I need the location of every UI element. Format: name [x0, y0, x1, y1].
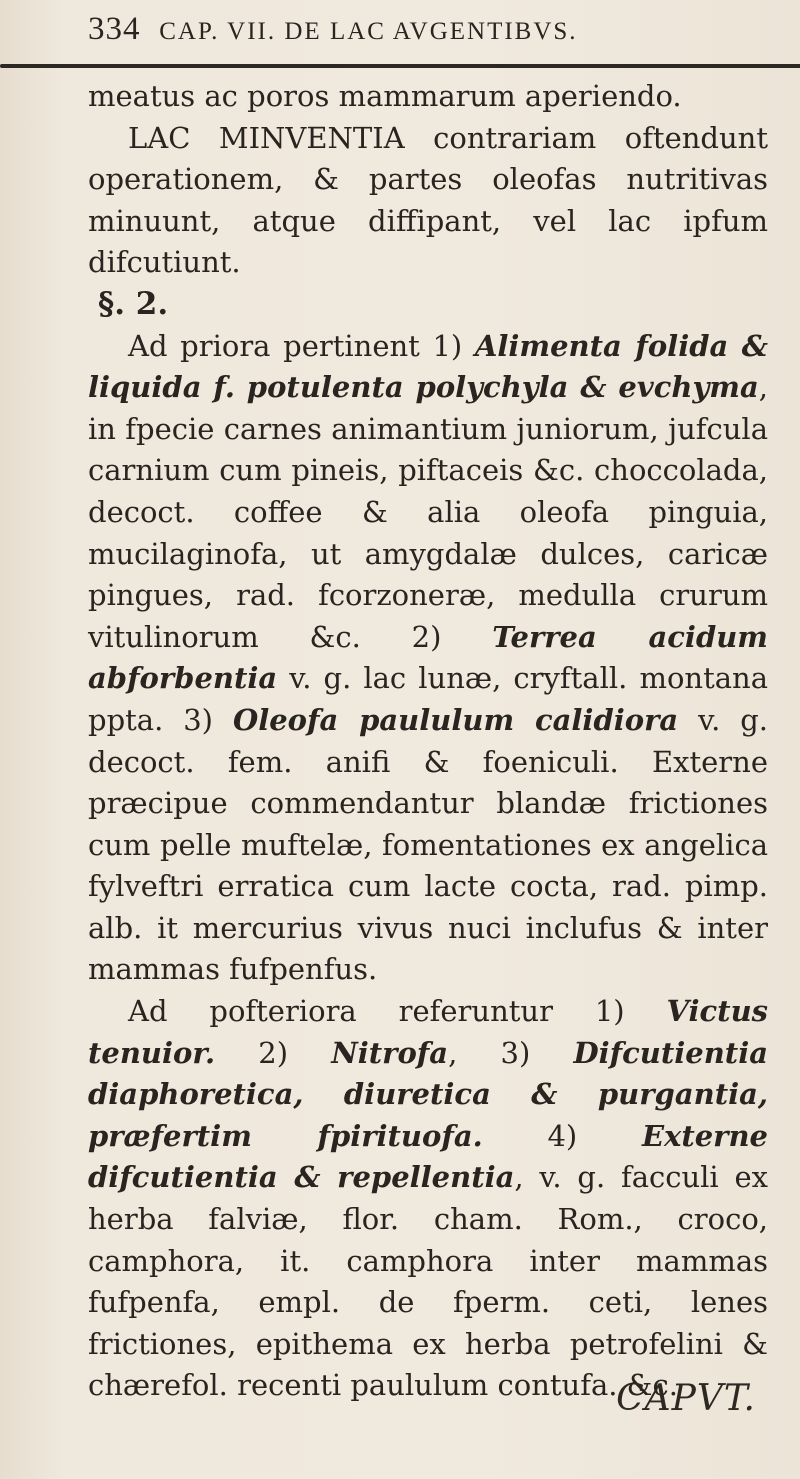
paragraph-lac-minuentia: LAC MINVENTIA contrariam oftendunt operationem, & partes oleofas nutritivas minuunt, atque diffipant, vel lac ipfum difcutiunt.	[88, 120, 768, 280]
item-number: 4)	[547, 1118, 578, 1153]
item-externe-text: , v. g. facculi ex herba falviæ, flor. cham. Rom., croco, camphora, it. camphora inter mammas fufpenfa, empl. de fperm. ceti, lenes frictiones, epithema ex herba petrofelini & chærefol. recenti paululum contufa. &c.	[88, 1160, 768, 1403]
running-head	[88, 0, 766, 58]
item-discutientia: Difcutientia diaphoretica, diuretica & purgantia, præfertim fpirituofa.	[88, 1035, 769, 1153]
item-terrea-text: v. g. lac lunæ, cryftall. montana ppta. 3)	[88, 661, 768, 737]
item-number: 2)	[258, 1035, 289, 1070]
paragraph-lead: Ad pofteriora referuntur 1)	[128, 994, 625, 1029]
page-number: 334	[88, 11, 141, 47]
running-title: CAP. VII. DE LAC AVGENTIBVS.	[159, 18, 578, 45]
section-heading: §. 2.	[98, 285, 169, 322]
catchword: CAPVT.	[616, 1378, 756, 1419]
paragraph-lead: Ad priora pertinent 1)	[128, 328, 463, 363]
item-externe: Externe difcutientia & repellentia	[88, 1118, 768, 1195]
body-text	[88, 76, 768, 1407]
item-alimenta-text: , in fpecie carnes animantium juniorum, jufcula carnium cum pineis, piftaceis &c. choccolada, decoct. coffee & alia oleofa pinguia, mucilaginofa, ut amygdalæ dulces, caricæ pingues, rad. fcorzoneræ, medulla crurum vitulinorum &c. 2)	[88, 370, 768, 654]
item-number: , 3)	[448, 1035, 531, 1070]
paragraph-posteriora	[88, 991, 768, 1407]
item-oleofa-text: v. g. decoct. fem. anifi & foeniculi. Externe præcipue commendantur blandæ frictiones cum pelle muftelæ, fomentationes ex angelica fylveftri erratica cum lacte cocta, rad. pimp. alb. it mercurius vivus nuci inclufus & inter mammas fufpenfus.	[88, 702, 769, 987]
item-terrea: Terrea acidum abforbentia	[88, 619, 768, 696]
item-nitrofa: Nitrofa	[331, 1035, 449, 1070]
paragraph-priora	[88, 326, 768, 992]
item-oleofa: Oleofa paululum calidiora	[232, 702, 679, 737]
item-alimenta: Alimenta folida & liquida f. potulenta polychyla & evchyma	[88, 328, 768, 405]
header-rule	[0, 64, 800, 68]
item-victus: Victus tenuior.	[88, 994, 768, 1070]
continued-line: meatus ac poros mammarum aperiendo.	[88, 79, 682, 113]
